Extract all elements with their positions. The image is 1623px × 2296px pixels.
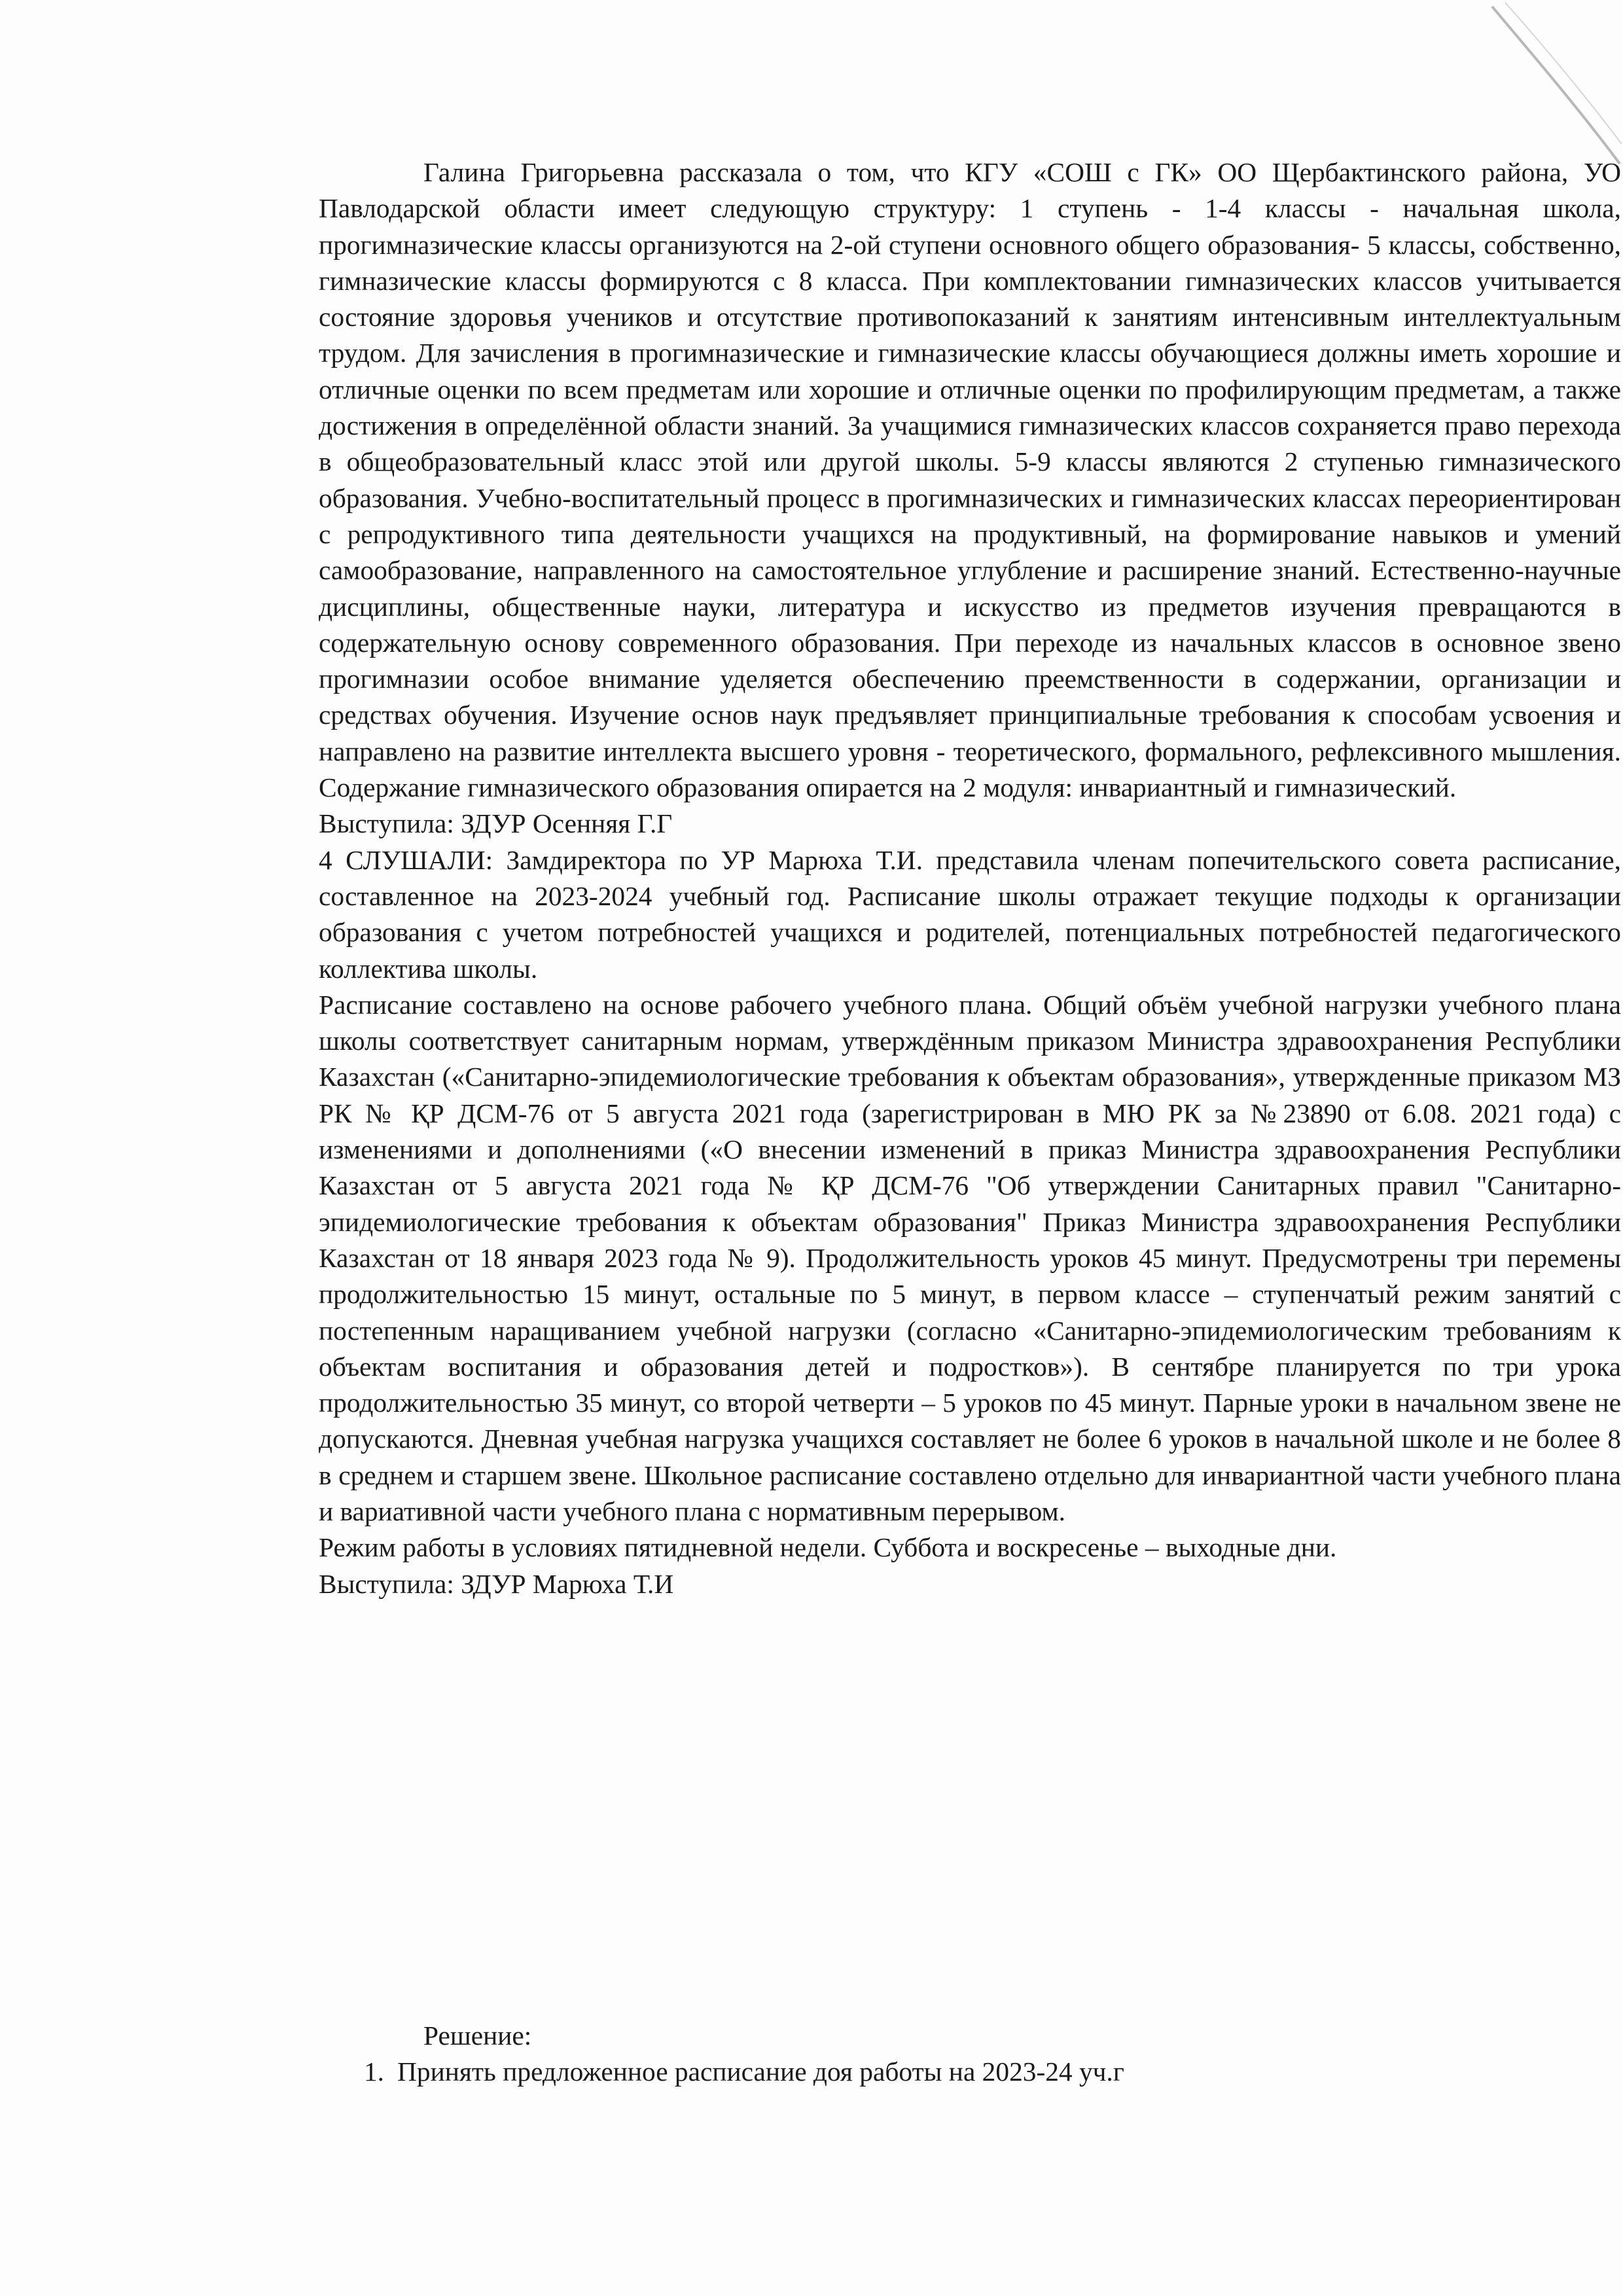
paragraph-school-structure: Галина Григорьевна рассказала о том, что КГУ «СОШ с ГК» ОО Щербактинского района, УО Павлодарской области имеет следующую структуру: 1 ступень - 1-4 классы - начальная школа, прогимназические классы организуются на 2-ой ступени основного общего образования- 5 классы, собственно, гимназические классы формируются с 8 класса. При комплектовании гимназических классов учитывается состояние здоровья учеников и отсутствие противопоказаний к занятиям интенсивным интеллектуальным трудом. Для зачисления в прогимназические и гимназические классы обучающиеся должны иметь хорошие и отличные оценки по всем предметам или хорошие и отличные оценки по профилирующим предметам, а также достижения в определённой области знаний. За учащимися гимназических классов сохраняется право перехода в общеобразовательный класс этой или другой школы. 5-9 классы являются 2 ступенью гимназического образования. Учебно-воспитательный процесс в прогимназических и гимназических классах переориентирован с репродуктивного типа деятельности учащихся на продуктивный, на формирование навыков и умений самообразование, направленного на самостоятельное углубление и расширение знаний. Естественно-научные дисциплины, общественные науки, литература и искусство из предметов изучения превращаются в содержательную основу современного образования. При переходе из начальных классов в основное звено прогимназии особое внимание уделяется обеспечению преемственности в содержании, организации и средствах обучения. Изучение основ наук предъявляет принципиальные требования к способам усвоения и направлено на развитие интеллекта высшего уровня - теоретического, формального, рефлексивного мышления. Содержание гимназического образования опирается на 2 модуля: инвариантный и гимназический. xyxy=(319,157,1621,803)
decision-text: Принять предложенное расписание доя работы на 2023-24 уч.г xyxy=(397,2056,1124,2087)
scan-edge-mark xyxy=(1479,0,1623,170)
work-mode-line: Режим работы в условиях пятидневной недели. Суббота и воскресенье – выходные дни. xyxy=(319,1532,1337,1563)
decision-section xyxy=(319,2018,1621,2090)
decision-number: 1. xyxy=(363,2056,384,2087)
paragraph-item-4-heard: 4 СЛУШАЛИ: Замдиректора по УР Марюха Т.И. представила членам попечительского совета расписание, составленное на 2023-2024 учебный год. Расписание школы отражает текущие подходы к организации образования с учетом потребностей учащихся и родителей, потенциальных потребностей педагогического коллектива школы. xyxy=(319,844,1621,984)
decision-list xyxy=(319,2054,1621,2090)
speaker-line-2: Выступила: ЗДУР Марюха Т.И xyxy=(319,1568,674,1599)
decision-heading: Решение: xyxy=(423,2020,532,2051)
paragraph-schedule-basis: Расписание составлено на основе рабочего учебного плана. Общий объём учебной нагрузки учебного плана школы соответствует санитарным нормам, утверждённым приказом Министра здравоохранения Республики Казахстан («Санитарно-эпидемиологические требования к объектам образования», утвержденные приказом МЗ РК № ҚР ДСМ-76 от 5 августа 2021 года (зарегистрирован в МЮ РК за №23890 от 6.08. 2021 года) с изменениями и дополнениями («О внесении изменений в приказ Министра здравоохранения Республики Казахстан от 5 августа 2021 года № ҚР ДСМ-76 "Об утверждении Санитарных правил "Санитарно-эпидемиологические требования к объектам образования" Приказ Министра здравоохранения Республики Казахстан от 18 января 2023 года № 9). Продолжительность уроков 45 минут. Предусмотрены три перемены продолжительностью 15 минут, остальные по 5 минут, в первом классе – ступенчатый режим занятий с постепенным наращиванием учебной нагрузки (согласно «Санитарно-эпидемиологическим требованиям к объектам воспитания и образования детей и подростков»). В сентябре планируется по три урока продолжительностью 35 минут, со второй четверти – 5 уроков по 45 минут. Парные уроки в начальном звене не допускаются. Дневная учебная нагрузка учащихся составляет не более 6 уроков в начальной школе и не более 8 в среднем и старшем звене. Школьное расписание составлено отдельно для инвариантной части учебного плана и вариативной части учебного плана с нормативным перерывом. xyxy=(319,989,1621,1526)
speaker-line-1: Выступила: ЗДУР Осенняя Г.Г xyxy=(319,808,673,839)
document-body xyxy=(319,154,1621,1602)
decision-item xyxy=(319,2054,1621,2090)
